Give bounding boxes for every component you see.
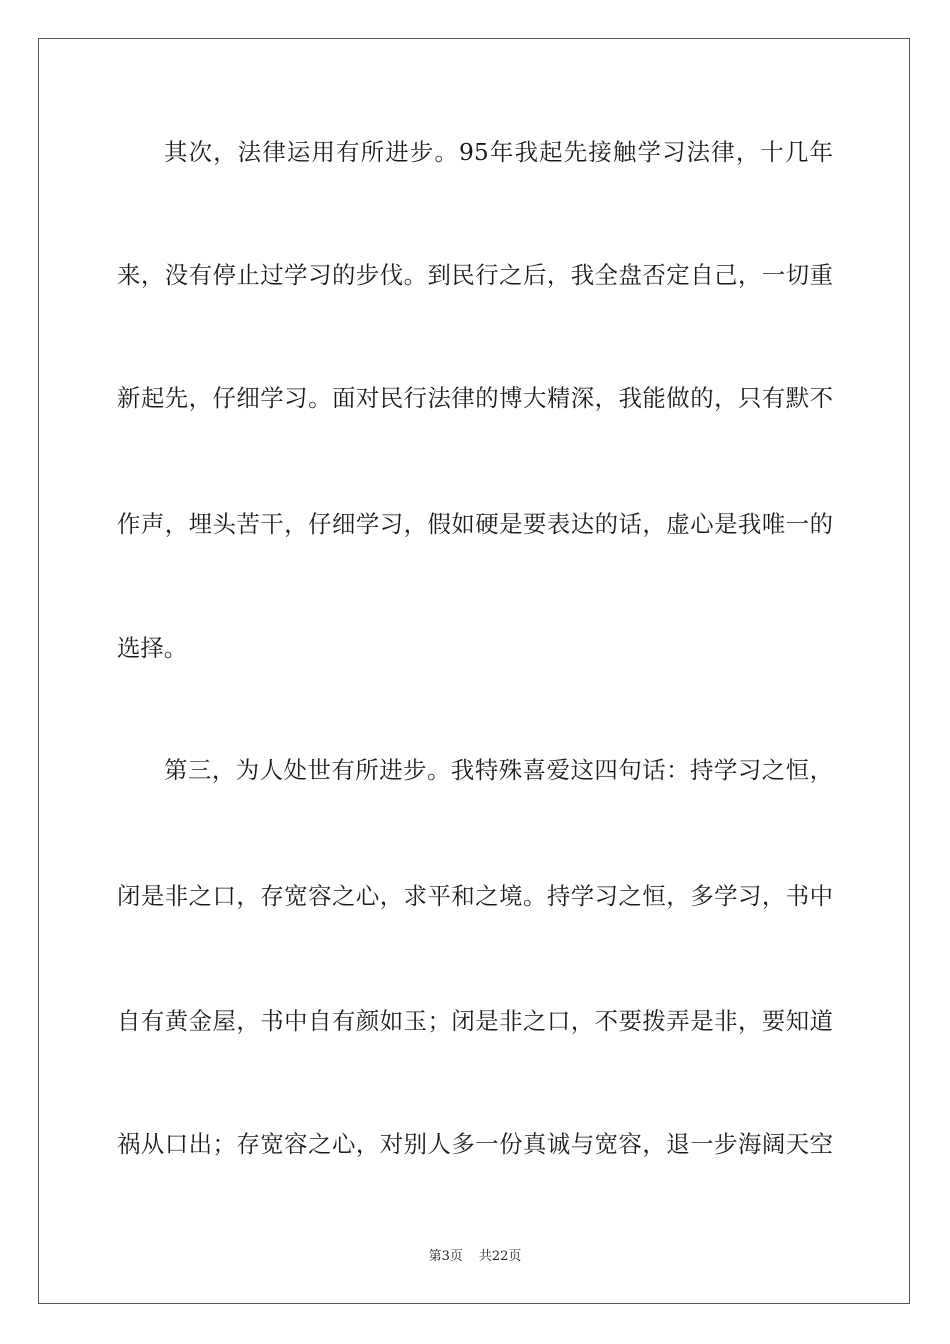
page-total: 共22页 (478, 1249, 522, 1264)
paragraph-line-2: 来，没有停止过学习的步伐。到民行之后，我全盘否定自己，一切重 (117, 261, 833, 289)
paragraph-line-1: 其次，法律运用有所进步。95年我起先接触学习法律，十几年 (164, 138, 833, 166)
paragraph-line-7: 闭是非之口，存宽容之心，求平和之境。持学习之恒，多学习，书中 (117, 882, 833, 910)
paragraph-line-8: 自有黄金屋，书中自有颜如玉；闭是非之口，不要拨弄是非，要知道 (117, 1007, 833, 1035)
paragraph-line-3: 新起先，仔细学习。面对民行法律的博大精深，我能做的，只有默不 (117, 384, 833, 412)
page-number: 第3页 (428, 1249, 463, 1264)
paragraph-line-6: 第三，为人处世有所进步。我特殊喜爱这四句话：持学习之恒， (164, 756, 833, 784)
page-footer (0, 1245, 950, 1264)
paragraph-line-5: 选择。 (117, 634, 188, 662)
page-border (38, 38, 910, 1304)
paragraph-line-9: 祸从口出；存宽容之心，对别人多一份真诚与宽容，退一步海阔天空 (117, 1130, 833, 1158)
paragraph-line-4: 作声，埋头苦干，仔细学习，假如硬是要表达的话，虚心是我唯一的 (117, 510, 833, 538)
